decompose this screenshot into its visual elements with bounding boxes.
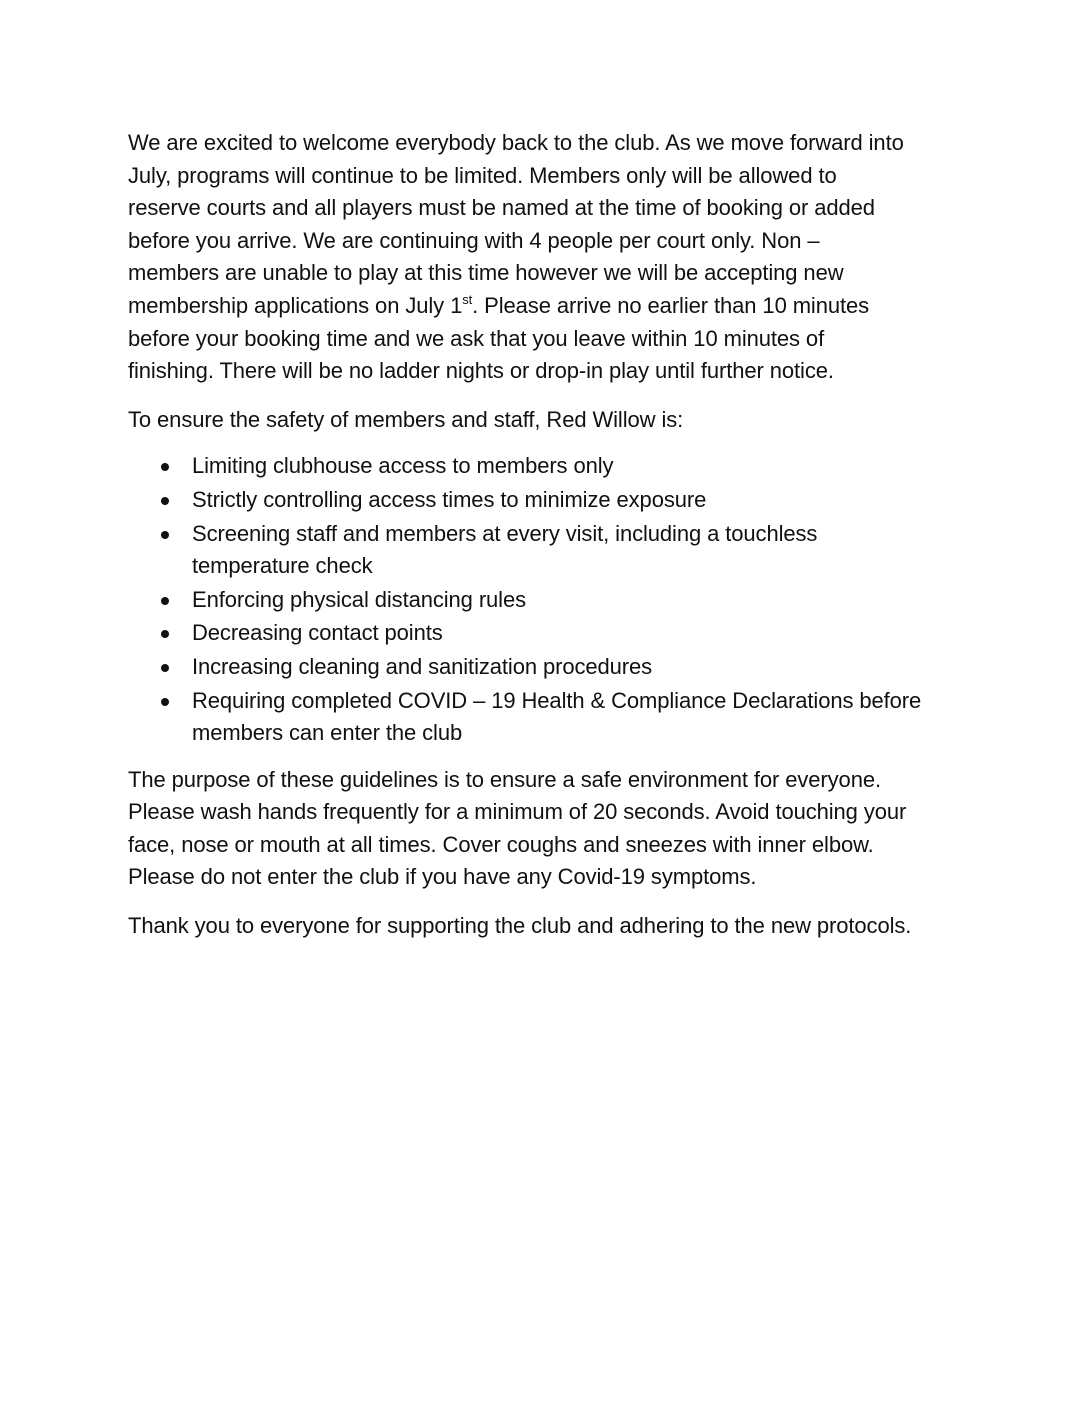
list-item-text: Enforcing physical distancing rules bbox=[192, 586, 527, 612]
bullet-icon bbox=[161, 497, 169, 505]
bullet-icon bbox=[161, 698, 169, 706]
list-item bbox=[128, 450, 968, 483]
guidelines-paragraph: The purpose of these guidelines is to ensure a safe environment for everyone. Please wash hands frequently for a minimum of 20 seconds. Avoid touching your face, nose or mouth at all times. Cover coughs and sneezes with inner elbow. Please do not enter the club if you have any Covid-19 symptoms. bbox=[128, 766, 907, 890]
list-item-text: Strictly controlling access times to minimize exposure bbox=[192, 486, 707, 512]
list-item bbox=[128, 617, 968, 650]
welcome-text-part-a: We are excited to welcome everybody back to the club. As we move forward into July, programs will continue to be limited. Members only will be allowed to reserve courts and all players must be named at the time of booking or added before you arrive. We are continuing with 4 people per court only. Non – members are unable to play at this time however we will be accepting new membership applications on July 1 bbox=[128, 130, 904, 318]
bullet-icon bbox=[161, 597, 169, 605]
list-item-text: Requiring completed COVID – 19 Health & Compliance Declarations before members can enter the club bbox=[192, 687, 922, 746]
safety-measures-list bbox=[128, 450, 968, 749]
list-item-text: Screening staff and members at every visit, including a touchless temperature check bbox=[192, 520, 818, 579]
bullet-icon bbox=[161, 463, 169, 471]
list-item-text: Increasing cleaning and sanitization procedures bbox=[192, 653, 653, 679]
ordinal-suffix: st bbox=[462, 291, 473, 307]
bullet-icon bbox=[161, 664, 169, 672]
list-item bbox=[128, 685, 968, 750]
document-body bbox=[128, 127, 968, 943]
welcome-paragraph bbox=[128, 127, 968, 388]
list-item bbox=[128, 651, 968, 684]
list-item-text: Limiting clubhouse access to members only bbox=[192, 453, 614, 479]
list-item bbox=[128, 484, 968, 517]
thank-you-paragraph: Thank you to everyone for supporting the club and adhering to the new protocols. bbox=[128, 913, 912, 939]
list-item-text: Decreasing contact points bbox=[192, 620, 443, 646]
list-item bbox=[128, 518, 968, 583]
welcome-text-part-b: . Please arrive no earlier than 10 minutes before your booking time and we ask that you leave within 10 minutes of finishing. There will be no ladder nights or drop-in play until further notice. bbox=[128, 292, 870, 384]
bullet-icon bbox=[161, 630, 169, 638]
bullet-icon bbox=[161, 531, 169, 539]
safety-intro-paragraph: To ensure the safety of members and staff, Red Willow is: bbox=[128, 406, 684, 432]
list-item bbox=[128, 584, 968, 617]
